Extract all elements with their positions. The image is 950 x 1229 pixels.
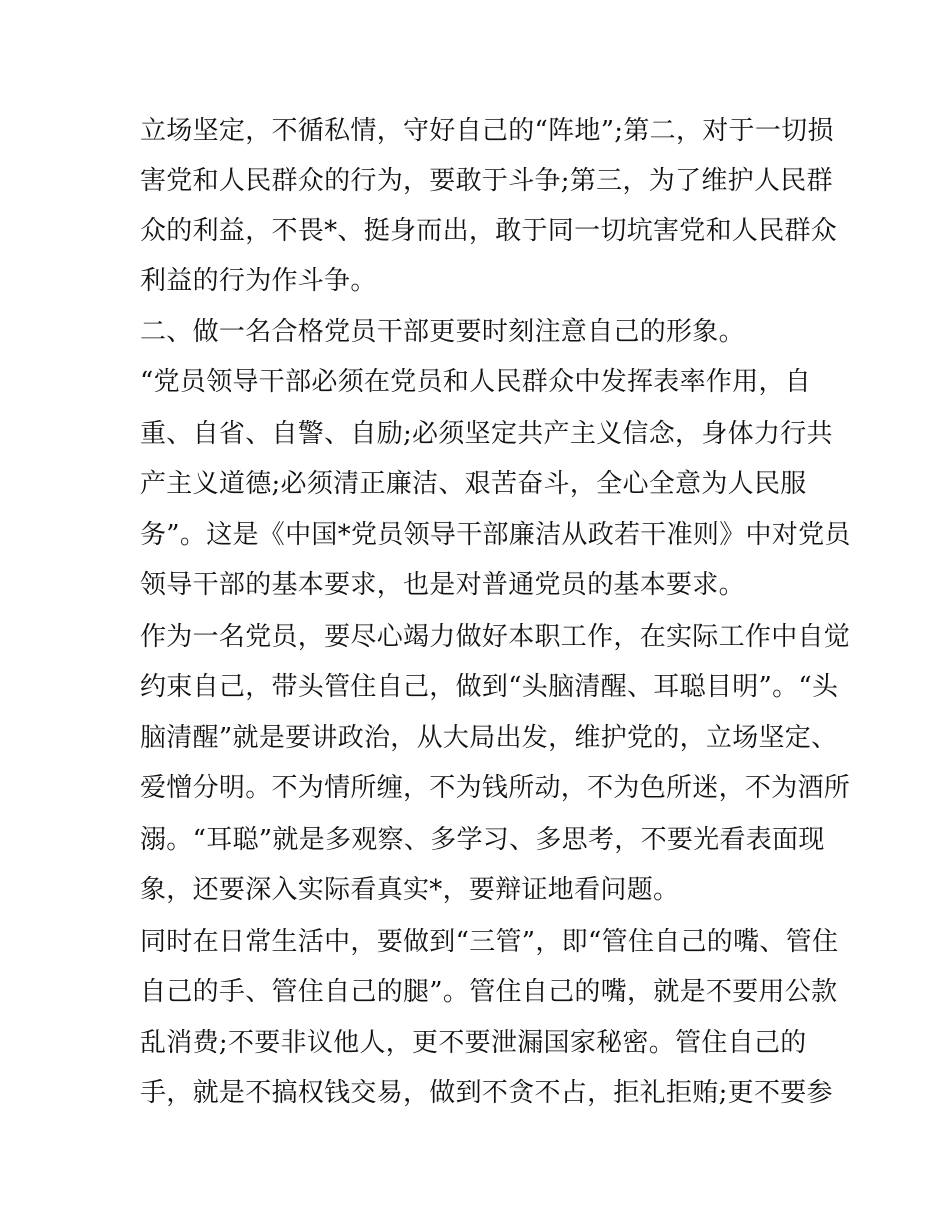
text-line: 重、自省、自警、自励;必须坚定共产主义信念，身体力行共 xyxy=(140,419,833,449)
text-line: 同时在日常生活中，要做到“三管”，即“管住自己的嘴、管住 xyxy=(140,927,839,957)
text-line: 爱憎分明。不为情所缠，不为钱所动，不为色所迷，不为酒所 xyxy=(140,773,851,803)
text-line: 乱消费;不要非议他人，更不要泄漏国家秘密。管住自己的 xyxy=(140,1028,807,1058)
section-heading: 二、做一名合格党员干部更要时刻注意自己的形象。 xyxy=(140,317,745,347)
text-line: 务”。这是《中国*党员领导干部廉洁从政若干准则》中对党员 xyxy=(140,520,851,550)
text-line: 约束自己，带头管住自己，做到“头脑清醒、耳聪目明”。“头 xyxy=(140,672,839,702)
text-line: 害党和人民群众的行为，要敢于斗争;第三，为了维护人民群 xyxy=(140,166,833,196)
text-line: 作为一名党员，要尽心竭力做好本职工作，在实际工作中自觉 xyxy=(140,622,851,652)
text-line: 自己的手、管住自己的腿”。管住自己的嘴，就是不要用公款 xyxy=(140,977,838,1007)
text-line: 脑清醒”就是要讲政治，从大局出发，维护党的，立场坚定、 xyxy=(140,723,838,753)
text-line: 产主义道德;必须清正廉洁、艰苦奋斗，全心全意为人民服 xyxy=(140,469,807,499)
text-line: 利益的行为作斗争。 xyxy=(140,266,377,296)
text-line: “党员领导干部必须在党员和人民群众中发挥表率作用，自 xyxy=(140,367,812,397)
text-line: 众的利益，不畏*、挺身而出，敢于同一切坑害党和人民群众 xyxy=(140,216,838,246)
text-line: 领导干部的基本要求，也是对普通党员的基本要求。 xyxy=(140,570,745,600)
text-line: 象，还要深入实际看真实*，要辩证地看问题。 xyxy=(140,875,680,905)
text-line: 溺。“耳聪”就是多观察、多学习、多思考，不要光看表面现 xyxy=(140,825,825,855)
text-line: 立场坚定，不循私情，守好自己的“阵地”;第二，对于一切损 xyxy=(140,116,834,146)
text-line: 手，就是不搞权钱交易，做到不贪不占，拒礼拒贿;更不要参 xyxy=(140,1078,833,1108)
